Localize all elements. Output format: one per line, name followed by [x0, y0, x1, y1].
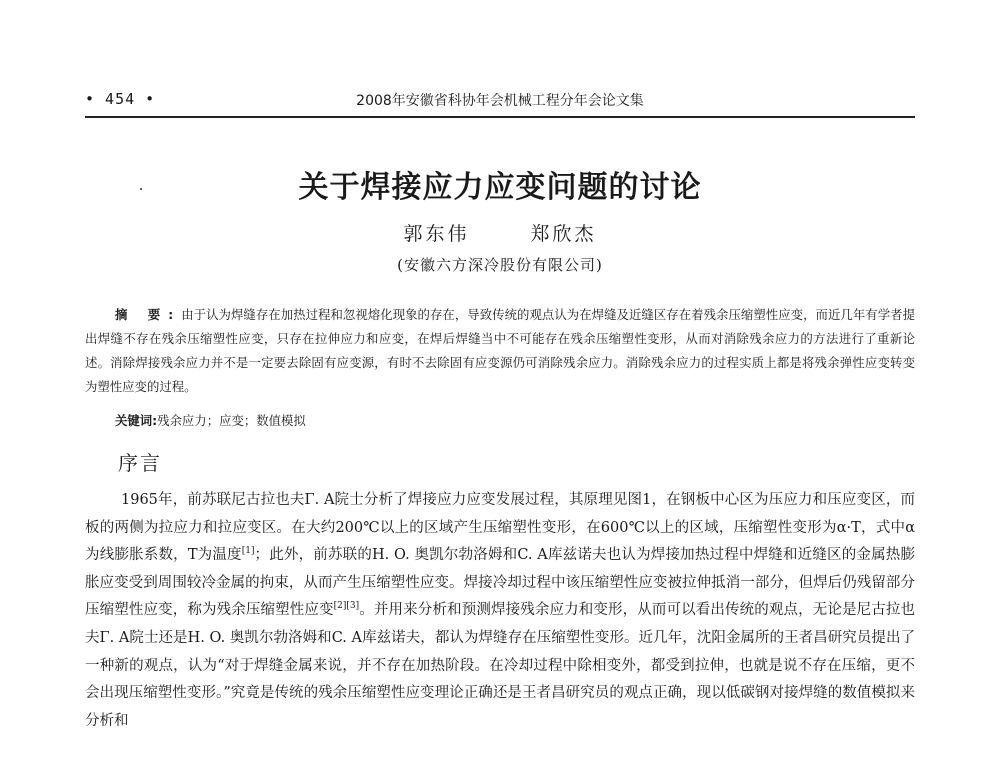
- author-list: [85, 219, 915, 246]
- body-text-part: ；此外，前苏联的H. O. 奥凯尔勃洛姆和C. A库兹诺夫也认为焊接加热过程中焊缝和近缝区的金属热膨胀应变受到周围较冷金属的拘束，从而产生压缩塑性应变。焊接冷却过程中该压缩塑性应变被拉伸抵消一部分，但焊后仍残留部分压缩塑性应变，称为残余压缩塑性应变: [85, 547, 915, 619]
- body-paragraph: [85, 487, 915, 735]
- page-header: [85, 84, 915, 114]
- keywords-label: 关键词:: [115, 413, 158, 428]
- citation-ref: [2][3]: [333, 601, 360, 612]
- body-text-part: 。并用来分析和预测焊接残余应力和变形，从而可以看出传统的观点，无论是尼古拉也夫Γ. A院士还是H. O. 奥凯尔勃洛姆和C. A库兹诺夫，都认为焊缝存在压缩塑性变形。近几年，沈阳金属所的王者昌研究员提出了一种新的观点，认为“对于焊缝金属来说，并不存在加热阶段。在冷却过程中除相变外，都受到拉伸，也就是说不存在压缩，更不会出现压缩塑性变形。”究竟是传统的残余压缩塑性应变理论正确还是王者昌研究员的观点正确，现以低碳钢对接焊缝的数值模拟来分析和: [85, 602, 916, 729]
- header-rule: [85, 116, 915, 118]
- running-title: 2008年安徽省科协年会机械工程分年会论文集: [356, 93, 644, 109]
- page-number: • 454 •: [85, 90, 156, 108]
- citation-ref: [1]: [241, 546, 255, 557]
- abstract-label: 摘 要:: [115, 307, 182, 322]
- keywords-text: 残余应力；应变；数值模拟: [157, 413, 306, 428]
- body-text-part: 1965年，前苏联尼古拉也夫Γ. A院士分析了焊接应力应变发展过程，其原理见图1，在钢板中心区为压应力和压应变区，而板的两侧为拉应力和拉应变区。在大约200℃以上的区域产生压缩塑性变形，在600℃以上的区域，压缩塑性变形为α·T，式中α为线膨胀系数，T为温度: [85, 492, 915, 564]
- affiliation: (安徽六方深冷股份有限公司): [397, 256, 603, 274]
- abstract: [85, 303, 915, 399]
- abstract-text: 由于认为焊缝存在加热过程和忽视熔化现象的存在，导致传统的观点认为在焊缝及近缝区存在着残余压缩塑性应变，而近几年有学者提出焊缝不存在残余压缩塑性应变，只存在拉伸应力和应变，在焊后焊缝当中不可能存在残余压缩塑性变形，从而对消除残余应力的方法进行了重新论述。消除焊接残余应力并不是一定要去除固有应变源，有时不去除固有应变源仍可消除残余应力。消除残余应力的过程实质上都是将残余弹性应变转变为塑性应变的过程。: [85, 307, 915, 394]
- section-heading: 序言: [118, 451, 162, 475]
- paper-title: 关于焊接应力应变问题的讨论: [298, 170, 702, 205]
- keywords: [115, 411, 915, 429]
- author-name: 郑欣杰: [530, 223, 597, 245]
- author-name: 郭东伟: [403, 223, 470, 245]
